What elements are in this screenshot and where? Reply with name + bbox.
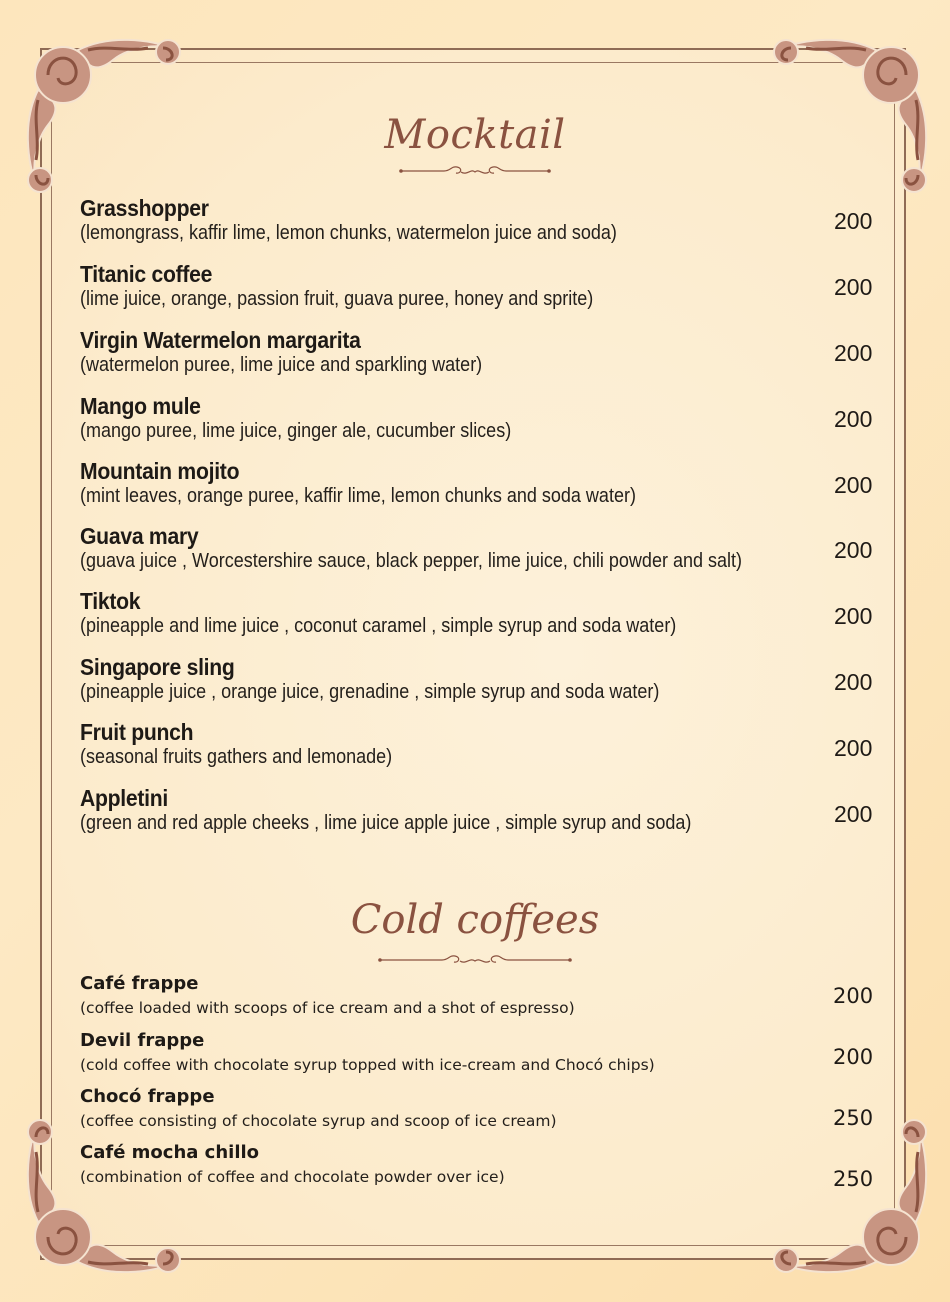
menu-item	[80, 972, 880, 1020]
item-description: (pineapple juice , orange juice, grenadine , simple syrup and soda water)	[80, 681, 660, 703]
item-price: 200	[834, 735, 873, 761]
item-name: Virgin Watermelon margarita	[80, 327, 361, 353]
menu-item	[80, 654, 880, 704]
item-price: 200	[833, 1045, 874, 1069]
item-name: Titanic coffee	[80, 261, 213, 287]
item-description: (seasonal fruits gathers and lemonade)	[80, 746, 393, 768]
item-description: (green and red apple cheeks , lime juice apple juice , simple syrup and soda)	[80, 812, 692, 834]
item-description: (coffee loaded with scoops of ice cream and a shot of espresso)	[80, 999, 575, 1017]
item-name: Devil frappe	[80, 1030, 205, 1051]
item-name: Fruit punch	[80, 719, 194, 745]
item-description: (cold coffee with chocolate syrup topped with ice-cream and Chocó chips)	[80, 1056, 655, 1074]
item-price: 200	[834, 208, 873, 234]
item-price: 200	[834, 274, 873, 300]
item-price: 200	[834, 669, 873, 695]
item-price: 200	[834, 340, 873, 366]
item-price: 200	[834, 406, 873, 432]
item-price: 200	[833, 984, 874, 1008]
menu-item	[80, 261, 880, 311]
item-price: 250	[833, 1167, 874, 1191]
item-description: (mango puree, lime juice, ginger ale, cucumber slices)	[80, 420, 512, 442]
menu-item	[80, 719, 880, 769]
item-name: Guava mary	[80, 523, 199, 549]
corner-ornament-icon	[766, 1112, 936, 1282]
section-title-mocktail: Mocktail	[384, 112, 566, 158]
menu-item	[80, 588, 880, 638]
item-description: (combination of coffee and chocolate powder over ice)	[80, 1168, 505, 1186]
item-price: 200	[834, 603, 873, 629]
title-flourish-icon	[0, 164, 950, 178]
item-name: Grasshopper	[80, 195, 209, 221]
item-name: Appletini	[80, 785, 169, 811]
item-description: (watermelon puree, lime juice and sparkling water)	[80, 354, 483, 376]
item-name: Café mocha chillo	[80, 1142, 260, 1163]
menu-item	[80, 523, 880, 573]
menu-item	[80, 327, 880, 377]
menu-item	[80, 785, 880, 835]
item-name: Mango mule	[80, 393, 201, 419]
item-price: 200	[834, 801, 873, 827]
item-description: (mint leaves, orange puree, kaffir lime, lemon chunks and soda water)	[80, 485, 636, 507]
corner-ornament-icon	[18, 1112, 188, 1282]
item-name: Mountain mojito	[80, 458, 240, 484]
item-description: (lemongrass, kaffir lime, lemon chunks, watermelon juice and soda)	[80, 222, 617, 244]
menu-item	[80, 1141, 880, 1189]
menu-item	[80, 1029, 880, 1077]
item-price: 250	[833, 1106, 874, 1130]
menu-item	[80, 393, 880, 443]
item-price: 200	[834, 537, 873, 563]
menu-item	[80, 195, 880, 245]
item-name: Café frappe	[80, 973, 199, 994]
title-flourish-icon	[0, 953, 950, 967]
item-description: (pineapple and lime juice , coconut caramel , simple syrup and soda water)	[80, 615, 677, 637]
menu-item	[80, 1085, 880, 1133]
item-description: (guava juice , Worcestershire sauce, black pepper, lime juice, chili powder and salt)	[80, 550, 742, 572]
item-description: (lime juice, orange, passion fruit, guava puree, honey and sprite)	[80, 288, 594, 310]
item-description: (coffee consisting of chocolate syrup and scoop of ice cream)	[80, 1112, 557, 1130]
menu-item	[80, 458, 880, 508]
item-name: Tiktok	[80, 588, 141, 614]
item-price: 200	[834, 472, 873, 498]
section-title-cold-coffees: Cold coffees	[350, 897, 600, 943]
item-name: Singapore sling	[80, 654, 235, 680]
item-name: Chocó frappe	[80, 1086, 215, 1107]
